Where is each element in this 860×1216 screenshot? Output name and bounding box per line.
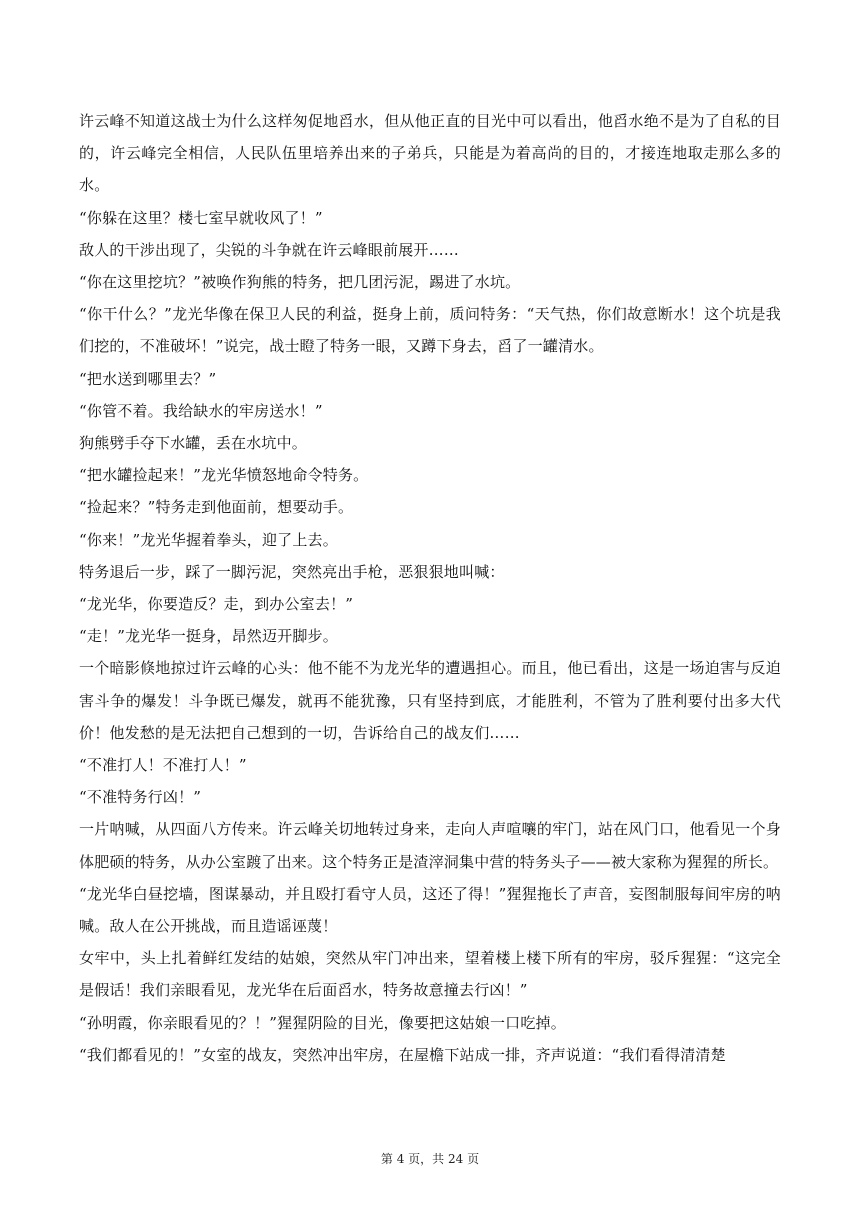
- paragraph: 狗熊劈手夺下水罐，丢在水坑中。: [79, 434, 308, 453]
- paragraph: 敌人的干涉出现了，尖锐的斗争就在许云峰眼前展开……: [79, 240, 460, 259]
- paragraph: 女牢中，头上扎着鲜红发结的姑娘，突然从牢门冲出来，望着楼上楼下所有的牢房，驳斥猩猩：“这完全是假话！我们亲眼看见，龙光华在后面舀水，特务故意撞去行凶！”: [79, 949, 781, 1000]
- paragraph: “我们都看见的！”女室的战友，突然冲出牢房，在屋檐下站成一排，齐声说道：“我们看得清清楚: [79, 1045, 726, 1064]
- paragraph: 一个暗影倏地掠过许云峰的心头：他不能不为龙光华的遭遇担心。而且，他已看出，这是一场迫害与反迫害斗争的爆发！斗争既已爆发，就再不能犹豫，只有坚持到底，才能胜利，不管为了胜利要付出多大代价！他发愁的是无法把自己想到的一切，告诉给自己的战友们……: [79, 659, 781, 742]
- paragraph: 特务退后一步，踩了一脚污泥，突然亮出手枪，恶狠狠地叫喊：: [79, 562, 505, 581]
- paragraph: “捡起来？”特务走到他面前，想要动手。: [79, 498, 354, 517]
- paragraph: “你在这里挖坑？”被唤作狗熊的特务，把几团污泥，踢进了水坑。: [79, 273, 521, 292]
- paragraph: “龙光华白昼挖墙，图谋暴动，并且殴打看守人员，这还了得！”猩猩拖长了声音，妄图制服每间牢房的呐喊。敌人在公开挑战，而且造谣诬蔑！: [79, 884, 781, 936]
- paragraph: “龙光华，你要造反？走，到办公室去！”: [79, 595, 354, 614]
- paragraph: “走！”龙光华一挺身，昂然迈开脚步。: [79, 627, 338, 646]
- paragraph: “把水送到哪里去？”: [79, 369, 217, 388]
- paragraph: “把水罐捡起来！”龙光华愤怒地命令特务。: [79, 466, 369, 485]
- paragraph: 一片呐喊，从四面八方传来。许云峰关切地转过身来，走向人声喧嚷的牢门，站在风门口，他看见一个身体肥硕的特务，从办公室踱了出来。这个特务正是渣滓洞集中营的特务头子——被大家称为猩猩的所长。: [79, 820, 781, 871]
- document-body: [79, 105, 781, 1071]
- page-number-footer: 第 4 页，共 24 页: [380, 1152, 480, 1166]
- paragraph: “不准打人！不准打人！”: [79, 756, 247, 775]
- paragraph: “你躲在这里？楼七室早就收风了！”: [79, 208, 323, 227]
- paragraph: “你干什么？”龙光华像在保卫人民的利益，挺身上前，质问特务：“天气热，你们故意断水！这个坑是我们挖的，不准破坏！”说完，战士瞪了特务一眼，又蹲下身去，舀了一罐清水。: [79, 305, 781, 356]
- paragraph: “你来！”龙光华握着拳头，迎了上去。: [79, 530, 338, 549]
- paragraph: “孙明霞，你亲眼看见的？！”猩猩阴险的目光，像要把这姑娘一口吃掉。: [79, 1013, 566, 1032]
- paragraph: “不准特务行凶！”: [79, 788, 202, 807]
- paragraph: “你管不着。我给缺水的牢房送水！”: [79, 401, 323, 420]
- paragraph: 许云峰不知道这战士为什么这样匆促地舀水，但从他正直的目光中可以看出，他舀水绝不是为了自私的目的，许云峰完全相信，人民队伍里培养出来的子弟兵，只能是为着高尚的目的，才接连地取走那么多的水。: [79, 112, 781, 195]
